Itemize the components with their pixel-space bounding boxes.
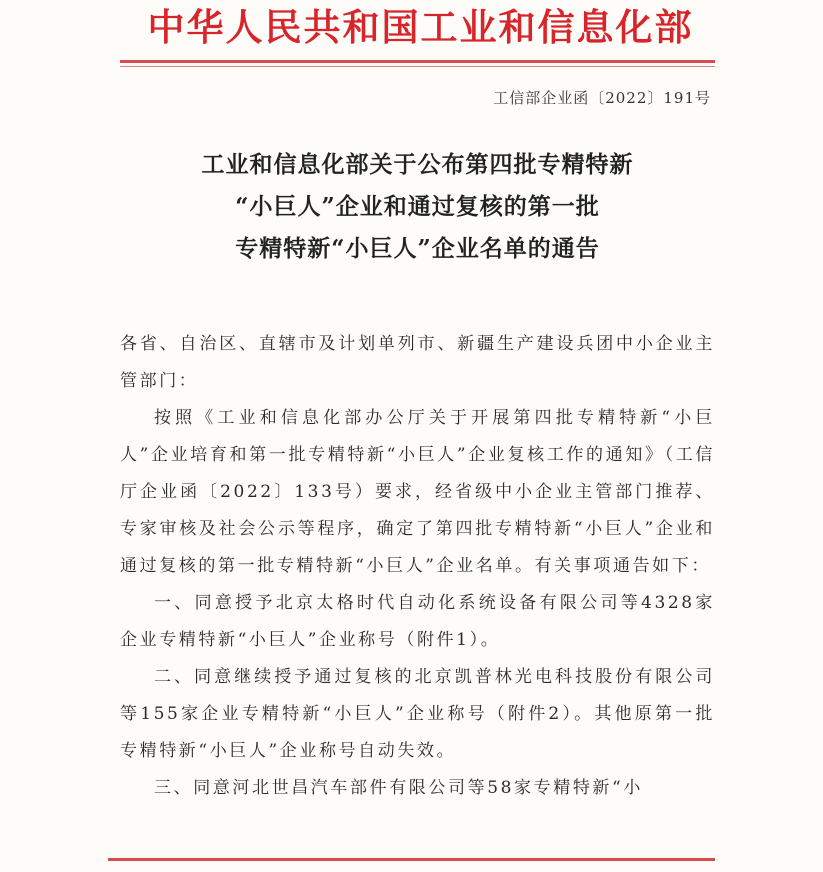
masthead-rule (120, 60, 715, 63)
title-line-2: “小巨人”企业和通过复核的第一批 (235, 193, 600, 220)
paragraph-item-1: 一、同意授予北京太格时代自动化系统设备有限公司等4328家企业专精特新“小巨人”企业称号（附件1）。 (120, 593, 715, 650)
document-body (120, 326, 715, 807)
title-line-1: 工业和信息化部关于公布第四批专精特新 (201, 151, 634, 178)
addressee: 各省、自治区、直辖市及计划单列市、新疆生产建设兵团中小企业主管部门： (120, 334, 715, 391)
paragraph-item-3: 三、同意河北世昌汽车部件有限公司等58家专精特新“小 (154, 778, 643, 798)
paragraph-item-2: 二、同意继续授予通过复核的北京凯普林光电科技股份有限公司等155家企业专精特新“小巨人”企业称号（附件2）。其他原第一批专精特新“小巨人”企业称号自动失效。 (120, 667, 715, 761)
masthead: 中华人民共和国工业和信息化部 (147, 5, 694, 49)
footer-rule (108, 858, 715, 861)
title-line-3: 专精特新“小巨人”企业名单的通告 (235, 235, 600, 262)
document-number: 工信部企业函〔2022〕191号 (493, 89, 711, 107)
paragraph-intro: 按照《工业和信息化部办公厅关于开展第四批专精特新“小巨人”企业培育和第一批专精特新“小巨人”企业复核工作的通知》（工信厅企业函〔2022〕133号）要求，经省级中小企业主管部门推荐、专家审核及社会公示等程序，确定了第四批专精特新“小巨人”企业和通过复核的第一批专精特新“小巨人”企业名单。有关事项通告如下： (120, 408, 715, 576)
masthead-rule-thin (120, 66, 715, 67)
document-title (120, 144, 715, 270)
